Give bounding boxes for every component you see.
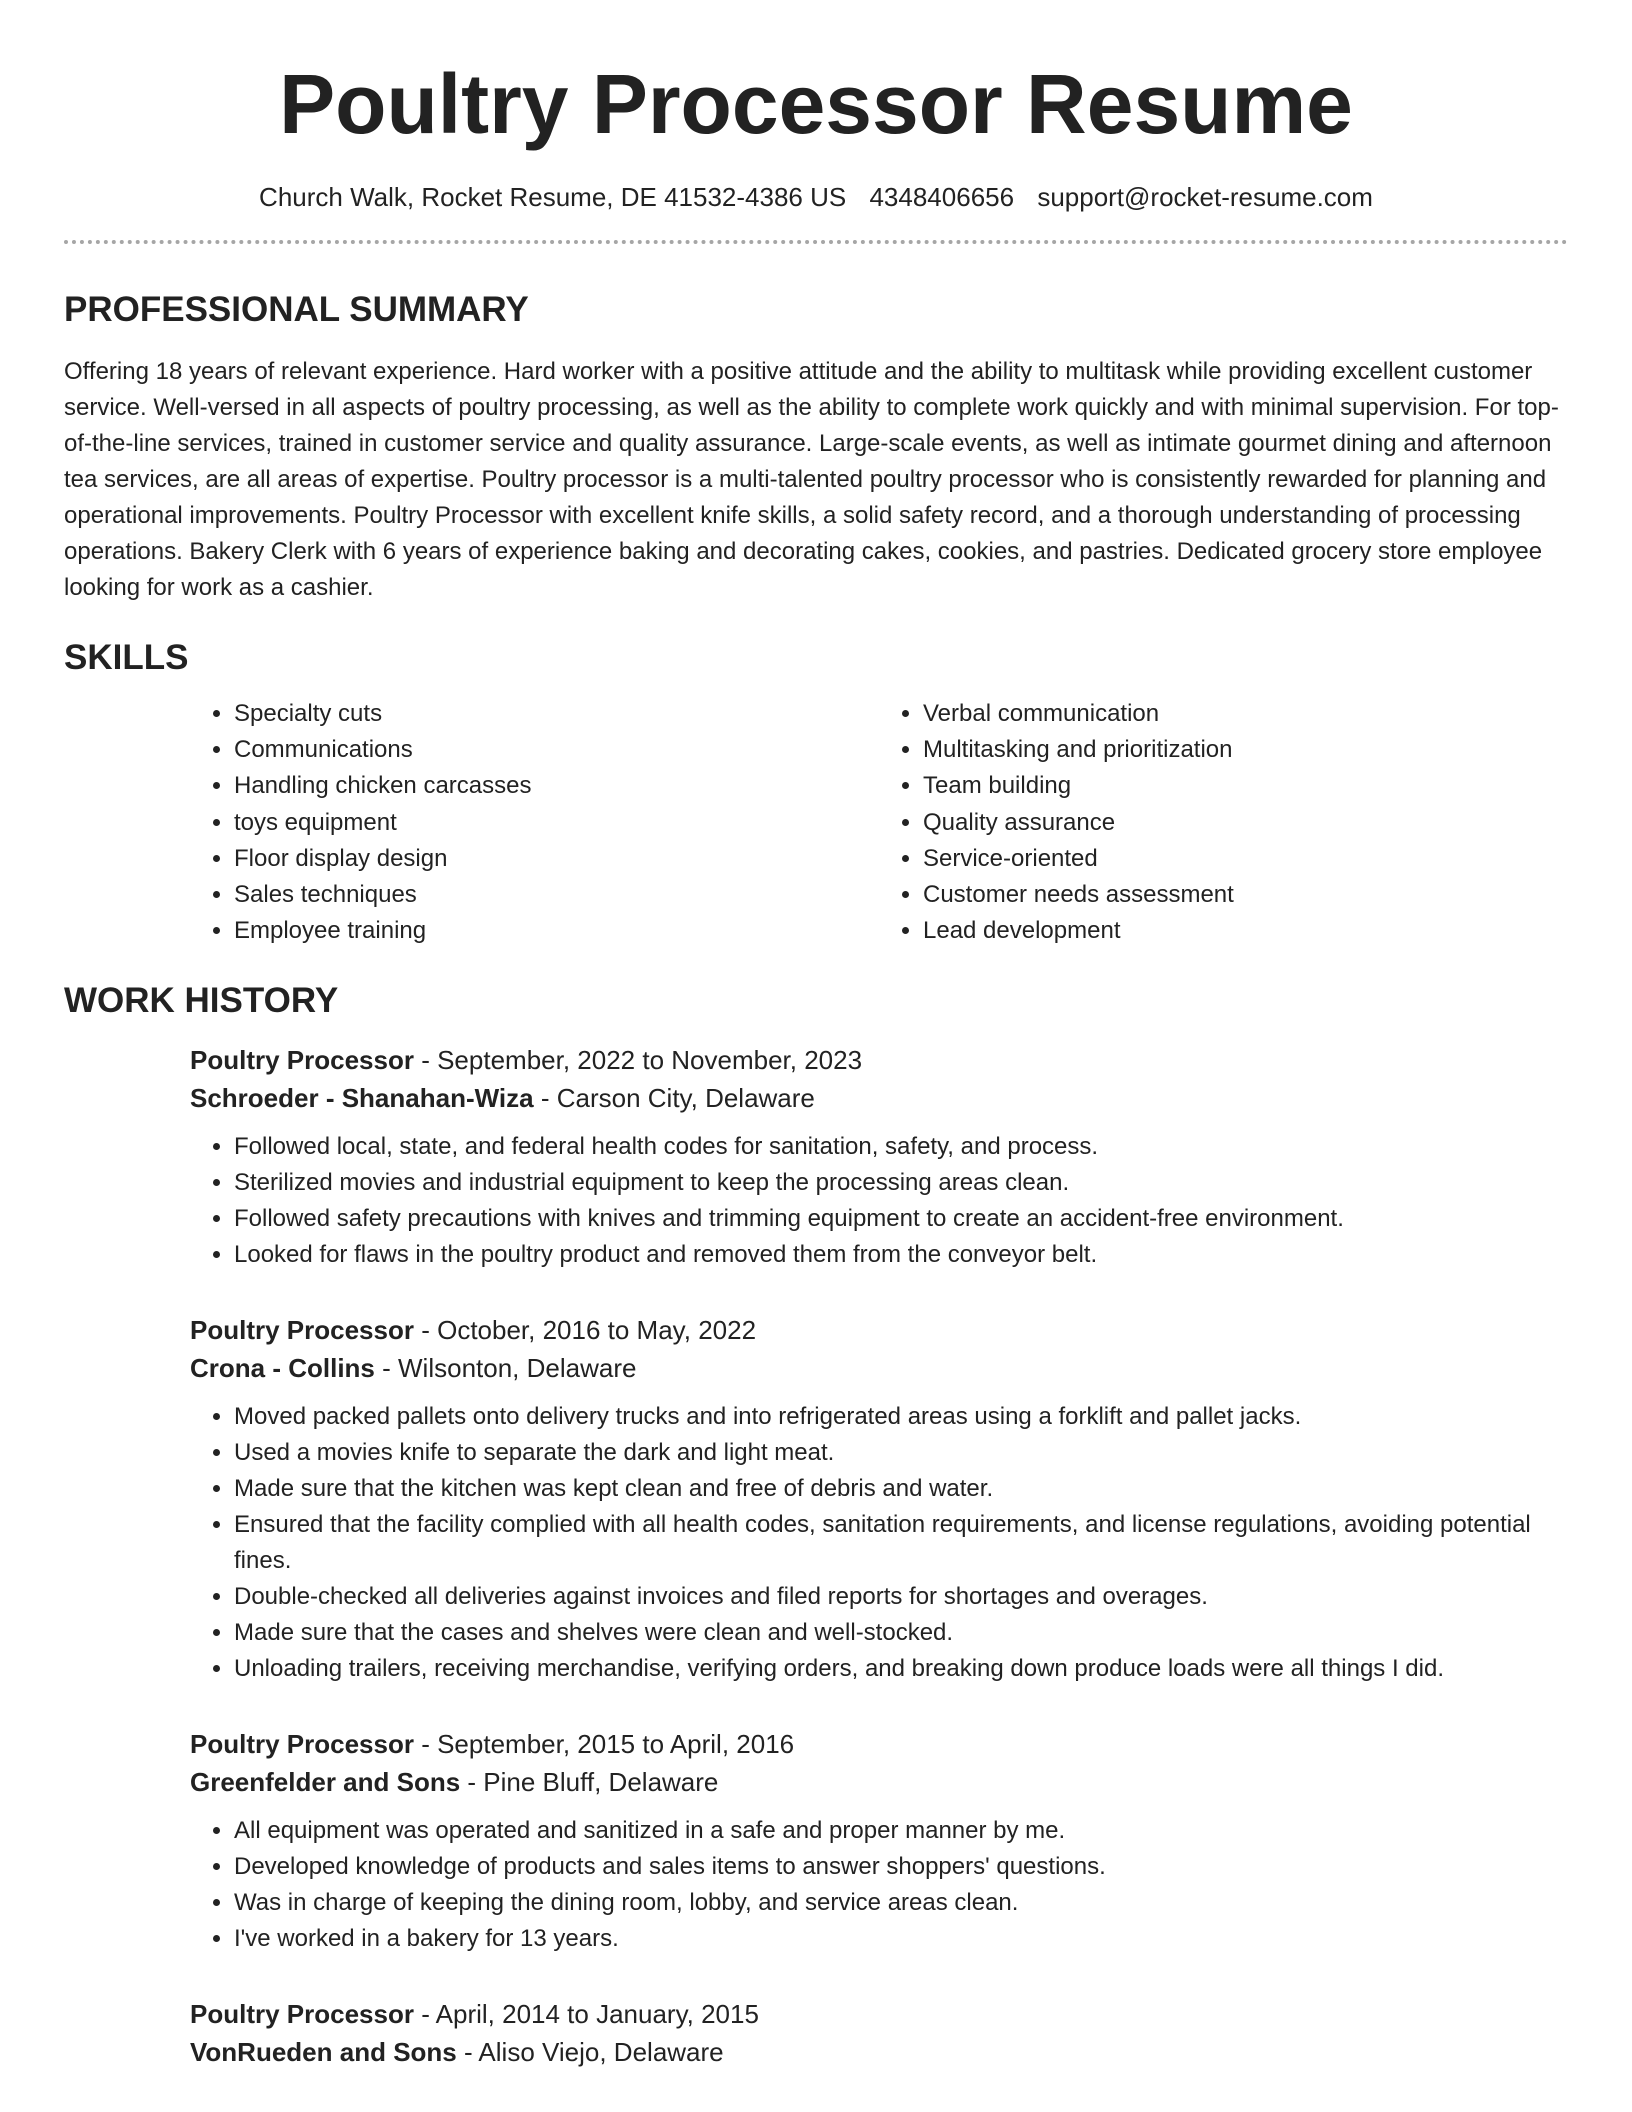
skill-item: • Team building bbox=[923, 768, 1568, 804]
header-divider bbox=[64, 240, 1568, 244]
job-company: Greenfelder and Sons bbox=[190, 1767, 461, 1798]
skills-list bbox=[190, 696, 1568, 949]
skill-item: • Quality assurance bbox=[923, 805, 1568, 841]
job-entry bbox=[190, 1995, 1568, 2071]
skills-column-left bbox=[190, 696, 879, 949]
skill-item: • Handling chicken carcasses bbox=[234, 768, 879, 804]
job-title-line bbox=[190, 1995, 1568, 2033]
job-entry bbox=[190, 1725, 1568, 1957]
job-dates: - April, 2014 to January, 2015 bbox=[413, 1999, 759, 2030]
skill-item: • Specialty cuts bbox=[234, 696, 879, 732]
job-company-line bbox=[190, 1763, 1568, 1801]
contact-line bbox=[64, 180, 1568, 214]
skills-column-right bbox=[879, 696, 1568, 949]
summary-text: Offering 18 years of relevant experience. Hard worker with a positive attitude and the ability to multitask while providing excellent customer service. Well-versed in all aspects of poultry processing, as well as the ability to complete work quickly and with minimal supervision. For top-of-the-line services, trained in customer service and quality assurance. Large-scale events, as well as intimate gourmet dining and afternoon tea services, are all areas of expertise. Poultry processor is a multi-talented poultry processor who is consistently rewarded for planning and operational improvements. Poultry Processor with excellent knife skills, a solid safety record, and a thorough understanding of processing operations. Bakery Clerk with 6 years of experience baking and decorating cakes, cookies, and pastries. Dedicated grocery store employee looking for work as a cashier. bbox=[64, 358, 1559, 601]
job-location: - Aliso Viejo, Delaware bbox=[456, 2037, 724, 2068]
job-title-line bbox=[190, 1311, 1568, 1349]
skill-item: • Sales techniques bbox=[234, 877, 879, 913]
skill-item: • Lead development bbox=[923, 913, 1568, 949]
skill-item: • Service-oriented bbox=[923, 841, 1568, 877]
job-bullet: • Unloading trailers, receiving merchandise, verifying orders, and breaking down produce loads were all things I did. bbox=[234, 1651, 1568, 1687]
job-bullet: • Followed safety precautions with knives and trimming equipment to create an accident-free environment. bbox=[234, 1201, 1568, 1237]
skill-item: • toys equipment bbox=[234, 805, 879, 841]
job-title: Poultry Processor bbox=[190, 1999, 414, 2030]
section-heading-work: WORK HISTORY bbox=[64, 981, 339, 1021]
skill-item: • Communications bbox=[234, 732, 879, 768]
job-bullet: • Sterilized movies and industrial equipment to keep the processing areas clean. bbox=[234, 1165, 1568, 1201]
job-bullet: • I've worked in a bakery for 13 years. bbox=[234, 1921, 1568, 1957]
job-location: - Pine Bluff, Delaware bbox=[460, 1767, 719, 1798]
job-entry bbox=[190, 1311, 1568, 1687]
job-dates: - September, 2015 to April, 2016 bbox=[413, 1729, 795, 1760]
job-bullet: • Followed local, state, and federal health codes for sanitation, safety, and process. bbox=[234, 1129, 1568, 1165]
job-dates: - September, 2022 to November, 2023 bbox=[413, 1045, 863, 1076]
job-dates: - October, 2016 to May, 2022 bbox=[413, 1315, 757, 1346]
job-bullet: • All equipment was operated and sanitized in a safe and proper manner by me. bbox=[234, 1813, 1568, 1849]
skill-item: • Floor display design bbox=[234, 841, 879, 877]
job-bullet: • Was in charge of keeping the dining room, lobby, and service areas clean. bbox=[234, 1885, 1568, 1921]
job-bullet: • Looked for flaws in the poultry product and removed them from the conveyor belt. bbox=[234, 1237, 1568, 1273]
contact-email[interactable]: support@rocket-resume.com bbox=[1037, 182, 1373, 212]
job-bullet: • Used a movies knife to separate the dark and light meat. bbox=[234, 1435, 1568, 1471]
job-location: - Carson City, Delaware bbox=[533, 1083, 815, 1114]
job-bullets bbox=[190, 1399, 1568, 1687]
job-bullet: • Ensured that the facility complied with all health codes, sanitation requirements, and license regulations, avoiding potential fines. bbox=[234, 1507, 1568, 1579]
job-company: Crona - Collins bbox=[190, 1353, 375, 1384]
job-bullet: • Moved packed pallets onto delivery trucks and into refrigerated areas using a forklift and pallet jacks. bbox=[234, 1399, 1568, 1435]
job-bullet: • Made sure that the cases and shelves were clean and well-stocked. bbox=[234, 1615, 1568, 1651]
skill-item: • Verbal communication bbox=[923, 696, 1568, 732]
job-company-line bbox=[190, 1079, 1568, 1117]
contact-address: Church Walk, Rocket Resume, DE 41532-4386 US bbox=[259, 182, 847, 212]
job-company: Schroeder - Shanahan-Wiza bbox=[190, 1083, 534, 1114]
contact-phone[interactable]: 4348406656 bbox=[869, 182, 1015, 212]
skill-item: • Employee training bbox=[234, 913, 879, 949]
job-title-line bbox=[190, 1725, 1568, 1763]
job-title: Poultry Processor bbox=[190, 1315, 414, 1346]
job-title: Poultry Processor bbox=[190, 1045, 414, 1076]
job-bullet: • Made sure that the kitchen was kept clean and free of debris and water. bbox=[234, 1471, 1568, 1507]
skill-item: • Customer needs assessment bbox=[923, 877, 1568, 913]
job-title: Poultry Processor bbox=[190, 1729, 414, 1760]
section-heading-summary: PROFESSIONAL SUMMARY bbox=[64, 290, 529, 329]
job-bullet: • Developed knowledge of products and sales items to answer shoppers' questions. bbox=[234, 1849, 1568, 1885]
page-title: Poultry Processor Resume bbox=[279, 57, 1353, 151]
job-title-line bbox=[190, 1041, 1568, 1079]
job-entry bbox=[190, 1041, 1568, 1273]
job-company: VonRueden and Sons bbox=[190, 2037, 457, 2068]
job-company-line bbox=[190, 1349, 1568, 1387]
section-heading-skills: SKILLS bbox=[64, 638, 189, 677]
job-bullets bbox=[190, 1129, 1568, 1273]
job-bullet: • Double-checked all deliveries against invoices and filed reports for shortages and overages. bbox=[234, 1579, 1568, 1615]
job-location: - Wilsonton, Delaware bbox=[374, 1353, 637, 1384]
skill-item: • Multitasking and prioritization bbox=[923, 732, 1568, 768]
job-company-line bbox=[190, 2033, 1568, 2071]
job-bullets bbox=[190, 1813, 1568, 1957]
